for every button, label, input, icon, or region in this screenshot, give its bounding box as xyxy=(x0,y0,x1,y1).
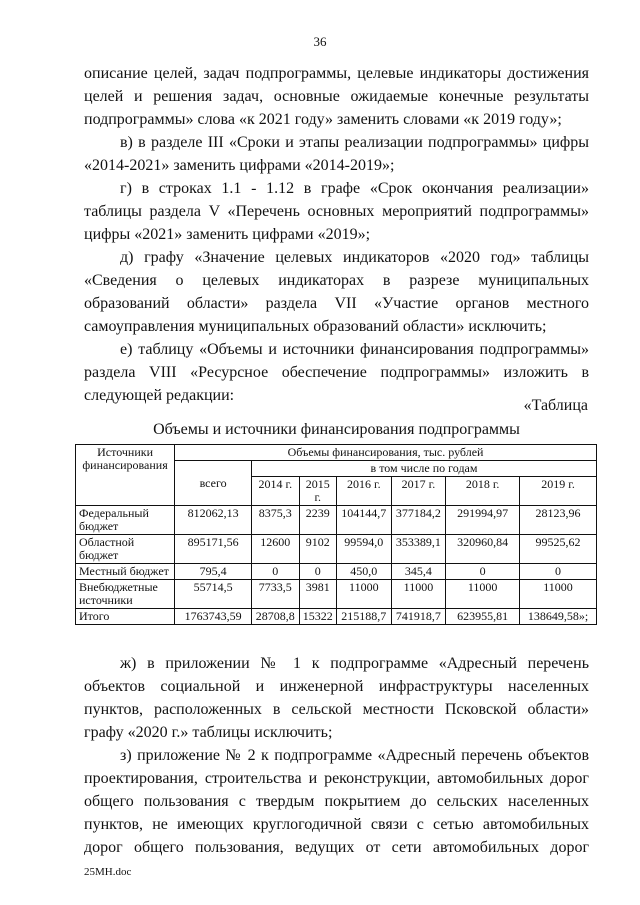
cell-value: 104144,7 xyxy=(336,506,391,535)
cell-value: 28708,8 xyxy=(252,609,300,625)
row-total: 1763743,59 xyxy=(175,609,252,625)
row-total: 795,4 xyxy=(175,564,252,580)
year-header: 2014 г. xyxy=(252,477,300,506)
cell-value: 377184,2 xyxy=(391,506,446,535)
paragraph-g: г) в строках 1.1 - 1.12 в графе «Срок окончания реализации» таблицы раздела V «Перечень основных мероприятий подпрограммы» цифры «2021» заменить цифрами «2019»; xyxy=(84,180,589,243)
table-row-total xyxy=(76,609,597,625)
row-source: Внебюджетные источники xyxy=(76,580,175,609)
footer-filename: 25МН.doc xyxy=(84,866,132,878)
table-title: Объемы и источники финансирования подпрограммы xyxy=(153,421,520,438)
cell-value: 0 xyxy=(252,564,300,580)
year-header: 2016 г. xyxy=(336,477,391,506)
cell-value: 345,4 xyxy=(391,564,446,580)
cell-value: 11000 xyxy=(336,580,391,609)
year-header: 2015 г. xyxy=(299,477,336,506)
header-total: всего xyxy=(175,461,252,506)
year-header: 2018 г. xyxy=(446,477,520,506)
year-header: 2019 г. xyxy=(520,477,597,506)
cell-value: 0 xyxy=(520,564,597,580)
row-total: 55714,5 xyxy=(175,580,252,609)
financing-table xyxy=(75,444,597,625)
cell-value: 11000 xyxy=(520,580,597,609)
header-source: Источники финансирования xyxy=(76,445,175,506)
cell-value: 11000 xyxy=(391,580,446,609)
cell-value: 28123,96 xyxy=(520,506,597,535)
cell-value: 99594,0 xyxy=(336,535,391,564)
cell-value: 450,0 xyxy=(336,564,391,580)
year-header: 2017 г. xyxy=(391,477,446,506)
cell-value: 9102 xyxy=(299,535,336,564)
row-source: Федеральный бюджет xyxy=(76,506,175,535)
cell-value: 15322 xyxy=(299,609,336,625)
table-row xyxy=(76,506,597,535)
row-total: 895171,56 xyxy=(175,535,252,564)
page-number: 36 xyxy=(313,34,327,49)
cell-value: 0 xyxy=(299,564,336,580)
table-label: «Таблица xyxy=(523,397,588,414)
cell-value: 353389,1 xyxy=(391,535,446,564)
cell-value: 215188,7 xyxy=(336,609,391,625)
paragraph-v: в) в разделе III «Сроки и этапы реализации подпрограммы» цифры «2014-2021» заменить цифрами «2014-2019»; xyxy=(84,134,589,174)
cell-value: 7733,5 xyxy=(252,580,300,609)
row-source: Областной бюджет xyxy=(76,535,175,564)
paragraph-zh: ж) в приложении № 1 к подпрограмме «Адресный перечень объектов социальной и инженерной инфраструктуры населенных пунктов, расположенных в сельской местности Псковской области» графу «2020 г.» таблицы исключить; xyxy=(84,655,589,741)
paragraph-d: д) графу «Значение целевых индикаторов «2020 год» таблицы «Сведения о целевых индикаторах в разрезе муниципальных образований области» раздела VII «Участие органов местного самоуправления муниципальных образований области» исключить; xyxy=(84,249,589,335)
cell-value: 741918,7 xyxy=(391,609,446,625)
table-row xyxy=(76,535,597,564)
cell-value: 320960,84 xyxy=(446,535,520,564)
cell-value: 2239 xyxy=(299,506,336,535)
table-row xyxy=(76,564,597,580)
cell-value: 0 xyxy=(446,564,520,580)
row-total: 812062,13 xyxy=(175,506,252,535)
cell-value: 291994,97 xyxy=(446,506,520,535)
row-source: Итого xyxy=(76,609,175,625)
header-by-year: в том числе по годам xyxy=(252,461,597,477)
cell-value: 623955,81 xyxy=(446,609,520,625)
header-volume: Объемы финансирования, тыс. рублей xyxy=(175,445,597,461)
cell-value: 99525,62 xyxy=(520,535,597,564)
table-row xyxy=(76,580,597,609)
paragraph-goals: описание целей, задач подпрограммы, целевые индикаторы достижения целей и решения задач, основные ожидаемые конечные результаты подпрограммы» слова «к 2021 году» заменить словами «к 2019 году»; xyxy=(84,65,589,128)
cell-value: 11000 xyxy=(446,580,520,609)
cell-value: 8375,3 xyxy=(252,506,300,535)
cell-value: 12600 xyxy=(252,535,300,564)
paragraph-z: з) приложение № 2 к подпрограмме «Адресный перечень объектов проектирования, строительства и реконструкции, автомобильных дорог общего пользования с твердым покрытием до сельских населенных пунктов, не имеющих круглогодичной связи с сетью автомобильных дорог общего пользования, ведущих от сети автомобильных дорог xyxy=(84,747,589,856)
cell-value: 138649,58»; xyxy=(520,609,597,625)
paragraph-e: е) таблицу «Объемы и источники финансирования подпрограммы» раздела VIII «Ресурсное обеспечение подпрограммы» изложить в следующей редакции: xyxy=(84,341,589,404)
row-source: Местный бюджет xyxy=(76,564,175,580)
cell-value: 3981 xyxy=(299,580,336,609)
